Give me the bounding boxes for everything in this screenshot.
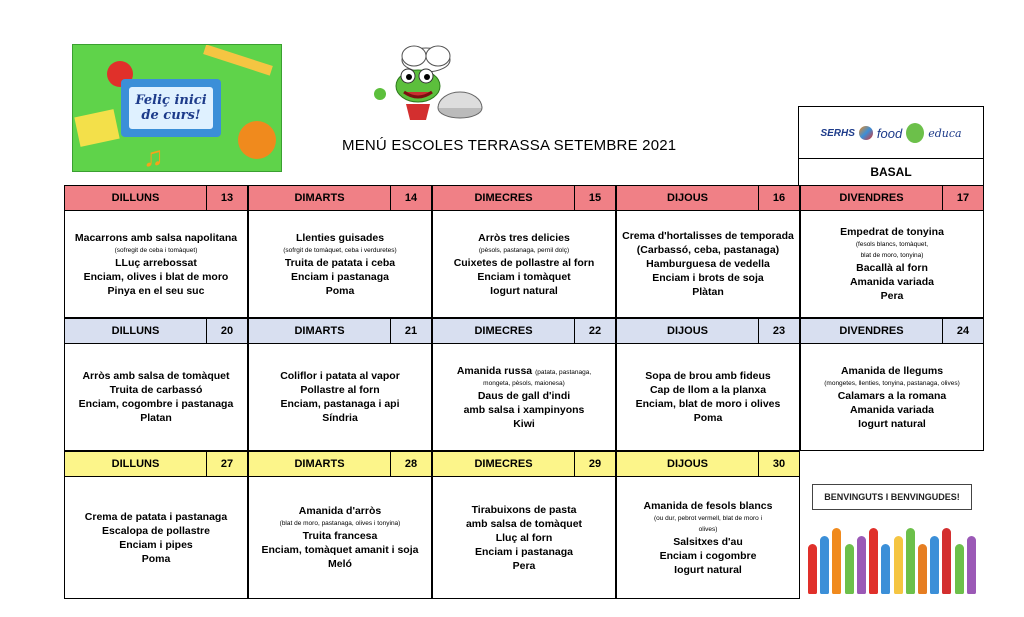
child-figure xyxy=(918,544,927,594)
day-number: 29 xyxy=(574,452,615,476)
menu-dish xyxy=(850,275,934,289)
menu-dish xyxy=(85,510,227,524)
day-header xyxy=(248,185,432,211)
menu-line-text: Enciam i brots de soja xyxy=(652,272,764,284)
menu-line-text: (ou dur, pebrot vermell, blat de moro i xyxy=(653,514,763,522)
menu-line-text: Arròs amb salsa de tomàquet xyxy=(82,370,230,382)
menu-dish xyxy=(858,417,926,431)
menu-line-text: Truita de patata i ceba xyxy=(284,256,396,269)
child-figure xyxy=(894,536,903,594)
child-figure xyxy=(820,536,829,594)
menu-line-text: Cap de llom a la planxa xyxy=(649,384,767,396)
menu-line-text: Plàtan xyxy=(692,286,724,298)
day-header xyxy=(616,185,800,211)
menu-dish xyxy=(102,524,210,538)
menu-dish xyxy=(140,411,172,425)
menu-dish xyxy=(840,225,944,239)
menu-line-text: Meló xyxy=(328,558,352,570)
menu-dish xyxy=(646,257,770,271)
serhs-food-logo xyxy=(798,106,984,159)
menu-line-text: Enciam i pastanaga xyxy=(474,545,574,558)
menu-cell xyxy=(616,211,800,318)
day-name: DIMECRES xyxy=(474,192,533,204)
menu-dish xyxy=(110,383,203,397)
menu-dish xyxy=(464,403,585,417)
menu-line-text: Enciam i cogombre xyxy=(659,549,757,562)
menu-dish xyxy=(108,284,205,298)
welcome-image xyxy=(800,478,982,598)
menu-line-text: olives) xyxy=(698,525,718,533)
day-number: 14 xyxy=(390,186,431,210)
menu-dish xyxy=(490,284,558,298)
day-name: DIMARTS xyxy=(294,192,345,204)
menu-dish xyxy=(850,403,934,417)
menu-dish xyxy=(142,552,171,566)
day-header xyxy=(64,185,248,211)
menu-line-text: Cuixetes de pollastre al forn xyxy=(453,256,595,269)
menu-line-text: Crema de patata i pastanaga xyxy=(84,510,228,523)
day-header xyxy=(432,451,616,477)
menu-dish xyxy=(454,256,595,270)
menu-dish xyxy=(475,545,573,559)
menu-dish xyxy=(637,243,779,257)
day-header xyxy=(248,451,432,477)
menu-dish xyxy=(694,411,723,425)
menu-line-text: Pera xyxy=(880,290,904,302)
menu-line-text: Iogurt natural xyxy=(490,284,558,297)
day-number: 27 xyxy=(206,452,247,476)
menu-line-text: Hamburguesa de vedella xyxy=(646,258,770,270)
menu-dish xyxy=(457,364,591,378)
menu-dish xyxy=(322,411,358,425)
menu-line-text: Platan xyxy=(140,412,172,424)
menu-cell xyxy=(64,344,248,451)
menu-dish xyxy=(841,364,943,378)
menu-line-text: (sofregit de ceba i tomàquet) xyxy=(114,246,198,254)
menu-line-text: Pera xyxy=(512,559,536,572)
menu-note xyxy=(283,245,396,256)
menu-dish xyxy=(280,397,399,411)
logo-food-text: food xyxy=(876,125,903,141)
child-figure xyxy=(967,536,976,594)
menu-line-text: Escalopa de pollastre xyxy=(102,524,210,537)
child-figure xyxy=(906,528,915,594)
menu-cell xyxy=(800,344,984,451)
menu-line-text: (sofrgit de tomàquet, ceba i verduretes) xyxy=(283,246,397,254)
menu-dish xyxy=(299,504,381,518)
child-figure xyxy=(832,528,841,594)
menu-line-text: (fesols blancs, tomàquet, xyxy=(855,241,929,248)
child-figure xyxy=(869,528,878,594)
menu-cell xyxy=(64,477,248,599)
banner-text-line1: Feliç inici xyxy=(135,93,207,108)
menu-dish xyxy=(472,503,577,517)
day-name: DIJOUS xyxy=(667,192,708,204)
menu-line-text: Pinya en el seu suc xyxy=(107,284,205,297)
frog-icon xyxy=(906,123,924,143)
day-header xyxy=(800,318,984,344)
menu-note xyxy=(479,245,569,256)
logo-serhs-text: SERHS xyxy=(820,127,855,139)
menu-dish xyxy=(291,270,389,284)
menu-line-text: Amanida de fesols blancs xyxy=(643,499,773,512)
menu-cell xyxy=(616,344,800,451)
menu-cell xyxy=(616,477,800,599)
menu-line-text: Arròs tres delicies xyxy=(478,231,570,244)
back-to-school-banner xyxy=(72,44,282,172)
menu-dish xyxy=(496,531,553,545)
day-number: 17 xyxy=(942,186,983,210)
menu-line-text: Enciam, tomàquet amanit i soja xyxy=(261,544,419,556)
menu-note xyxy=(654,513,762,524)
music-note-icon: ♫ xyxy=(143,141,164,172)
menu-dish xyxy=(881,289,904,303)
book-icon xyxy=(74,109,119,147)
menu-note xyxy=(115,245,198,256)
day-header xyxy=(64,318,248,344)
menu-line-text: LLuç arrebossat xyxy=(115,256,197,269)
menu-line-text: Sopa de brou amb fideus xyxy=(645,370,771,382)
day-header xyxy=(432,185,616,211)
menu-line-text: mongeta, pèsols, maionesa) xyxy=(483,379,565,387)
menu-dish xyxy=(466,517,582,531)
child-figure xyxy=(955,544,964,594)
menu-line-text: Daus de gall d'indi xyxy=(477,389,571,402)
menu-line-text: (blat de moro, pastanaga, olives i tonyina) xyxy=(279,520,401,527)
menu-line-text: Iogurt natural xyxy=(674,563,742,576)
menu-line-text: amb salsa i xampinyons xyxy=(463,403,585,416)
child-figure xyxy=(857,536,866,594)
child-figure xyxy=(808,544,817,594)
page-title: MENÚ ESCOLES TERRASSA SETEMBRE 2021 xyxy=(342,137,677,154)
menu-line-text: Poma xyxy=(141,552,171,565)
menu-line-text: blat de moro, tonyina) xyxy=(860,252,924,259)
day-header xyxy=(800,185,984,211)
menu-line-text: Empedrat de tonyina xyxy=(840,226,944,238)
day-name: DILLUNS xyxy=(111,192,160,204)
day-name: DIJOUS xyxy=(667,458,708,470)
menu-dish xyxy=(660,549,757,563)
menu-dish xyxy=(673,535,743,549)
blackboard xyxy=(121,79,221,137)
menu-line-text: Llenties guisades xyxy=(295,231,385,244)
menu-note xyxy=(699,524,718,535)
banner-text-line2: de curs! xyxy=(141,108,201,123)
day-name: DIJOUS xyxy=(667,325,708,337)
menu-cell xyxy=(248,211,432,318)
day-number: 16 xyxy=(758,186,799,210)
menu-dish xyxy=(300,383,379,397)
chef-frog-mascot xyxy=(366,44,494,128)
menu-dish xyxy=(262,543,419,557)
menu-line-text: Iogurt natural xyxy=(858,417,926,430)
menu-dish xyxy=(328,557,352,571)
menu-dish xyxy=(478,231,570,245)
menu-line-text: (mongetes, llenties, tonyina, pastanaga, olives) xyxy=(824,379,960,387)
menu-line-text: Amanida de llegums xyxy=(840,364,944,377)
menu-line-text: Kiwi xyxy=(513,417,535,430)
day-name: DIVENDRES xyxy=(839,192,904,204)
ball-icon xyxy=(238,121,276,159)
menu-line-text: Enciam i pastanaga xyxy=(290,270,390,283)
menu-note: (patata, pastanaga, xyxy=(535,368,592,376)
menu-note xyxy=(280,518,401,529)
menu-dish xyxy=(692,285,724,299)
menu-cell xyxy=(800,211,984,318)
day-header xyxy=(248,318,432,344)
menu-dish xyxy=(856,261,928,275)
menu-note xyxy=(856,239,928,250)
menu-cell xyxy=(64,211,248,318)
menu-line-text: Lluç al forn xyxy=(495,531,553,544)
menu-line-text: Truita de carbassó xyxy=(109,384,203,396)
menu-dish xyxy=(82,369,229,383)
menu-dish xyxy=(326,284,355,298)
menu-dish xyxy=(650,383,766,397)
menu-line-text: amb salsa de tomàquet xyxy=(465,517,583,530)
menu-line-text: Amanida variada xyxy=(849,403,935,416)
menu-cell xyxy=(432,477,616,599)
menu-note xyxy=(483,378,565,389)
day-number: 15 xyxy=(574,186,615,210)
menu-line-text: Truita francesa xyxy=(302,530,378,542)
menu-line-text: Crema d'hortalisses de temporada xyxy=(622,230,794,242)
day-number: 23 xyxy=(758,319,799,343)
menu-dish xyxy=(115,256,197,270)
day-name: DIMECRES xyxy=(474,325,533,337)
menu-line-text: Calamars a la romana xyxy=(837,389,947,402)
menu-dish xyxy=(674,563,742,577)
child-figure xyxy=(942,528,951,594)
menu-line-text: Salsitxes d'au xyxy=(673,535,743,548)
menu-line-text: (Carbassó, ceba, pastanaga) xyxy=(636,244,780,256)
menu-line-text: Bacallà al forn xyxy=(856,262,928,274)
menu-line-text: Coliflor i patata al vapor xyxy=(280,370,400,382)
day-name: DIVENDRES xyxy=(839,325,904,337)
menu-dish xyxy=(622,229,794,243)
menu-dish xyxy=(84,270,229,284)
menu-line-text: Amanida russa xyxy=(456,364,533,377)
logo-circle-icon xyxy=(859,126,873,140)
menu-dish xyxy=(652,271,763,285)
menu-dish xyxy=(303,529,378,543)
child-figure xyxy=(845,544,854,594)
menu-dish xyxy=(296,231,384,245)
day-name: DILLUNS xyxy=(111,458,160,470)
menu-line-text: Enciam, blat de moro i olives xyxy=(635,398,781,410)
menu-cell xyxy=(248,344,432,451)
day-name: DIMARTS xyxy=(294,325,345,337)
menu-line-text: Amanida variada xyxy=(849,276,935,288)
day-name: DIMECRES xyxy=(474,458,533,470)
child-figure xyxy=(930,536,939,594)
menu-dish xyxy=(644,499,773,513)
day-header xyxy=(616,451,800,477)
day-number: 28 xyxy=(390,452,431,476)
welcome-banner-text: BENVINGUTS I BENVINGUDES! xyxy=(812,484,972,510)
menu-line-text: Pollastre al forn xyxy=(300,384,380,396)
menu-line-text: Macarrons amb salsa napolitana xyxy=(74,231,238,244)
menu-dish xyxy=(75,231,237,245)
menu-dish xyxy=(645,369,770,383)
menu-cell xyxy=(432,211,616,318)
menu-dish xyxy=(119,538,193,552)
day-header xyxy=(64,451,248,477)
child-figure xyxy=(881,544,890,594)
menu-cell xyxy=(248,477,432,599)
day-header xyxy=(616,318,800,344)
menu-line-text: Tirabuixons de pasta xyxy=(471,503,577,516)
menu-dish xyxy=(513,417,535,431)
day-name: DIMARTS xyxy=(294,458,345,470)
day-number: 13 xyxy=(206,186,247,210)
day-number: 22 xyxy=(574,319,615,343)
menu-note xyxy=(861,250,924,261)
menu-line-text: Amanida d'arròs xyxy=(298,505,382,517)
menu-line-text: (pèsols, pastanaga, pernil dolç) xyxy=(478,246,570,254)
menu-line-text: Enciam, cogombre i pastanaga xyxy=(78,398,234,410)
menu-dish xyxy=(285,256,395,270)
menu-line-text: Enciam i tomàquet xyxy=(477,270,571,283)
menu-dish xyxy=(636,397,781,411)
menu-dish xyxy=(838,389,947,403)
menu-dish xyxy=(280,369,400,383)
day-number: 24 xyxy=(942,319,983,343)
day-number: 20 xyxy=(206,319,247,343)
menu-line-text: Enciam, olives i blat de moro xyxy=(83,270,229,283)
menu-dish xyxy=(477,270,570,284)
menu-dish xyxy=(513,559,536,573)
menu-dish xyxy=(478,389,570,403)
menu-line-text: Síndria xyxy=(322,412,358,424)
children-illustration xyxy=(808,514,976,594)
menu-cell xyxy=(432,344,616,451)
menu-line-text: Poma xyxy=(325,284,355,297)
ruler-icon xyxy=(203,44,273,75)
day-name: DILLUNS xyxy=(111,325,160,337)
basal-label: BASAL xyxy=(798,158,984,186)
logo-educa-text: educa xyxy=(928,126,962,140)
menu-line-text: Enciam i pipes xyxy=(119,538,193,551)
day-number: 30 xyxy=(758,452,799,476)
menu-note xyxy=(824,378,960,389)
day-number: 21 xyxy=(390,319,431,343)
menu-line-text: Poma xyxy=(693,412,723,424)
day-header xyxy=(432,318,616,344)
menu-line-text: Enciam, pastanaga i api xyxy=(280,398,400,410)
menu-dish xyxy=(79,397,234,411)
